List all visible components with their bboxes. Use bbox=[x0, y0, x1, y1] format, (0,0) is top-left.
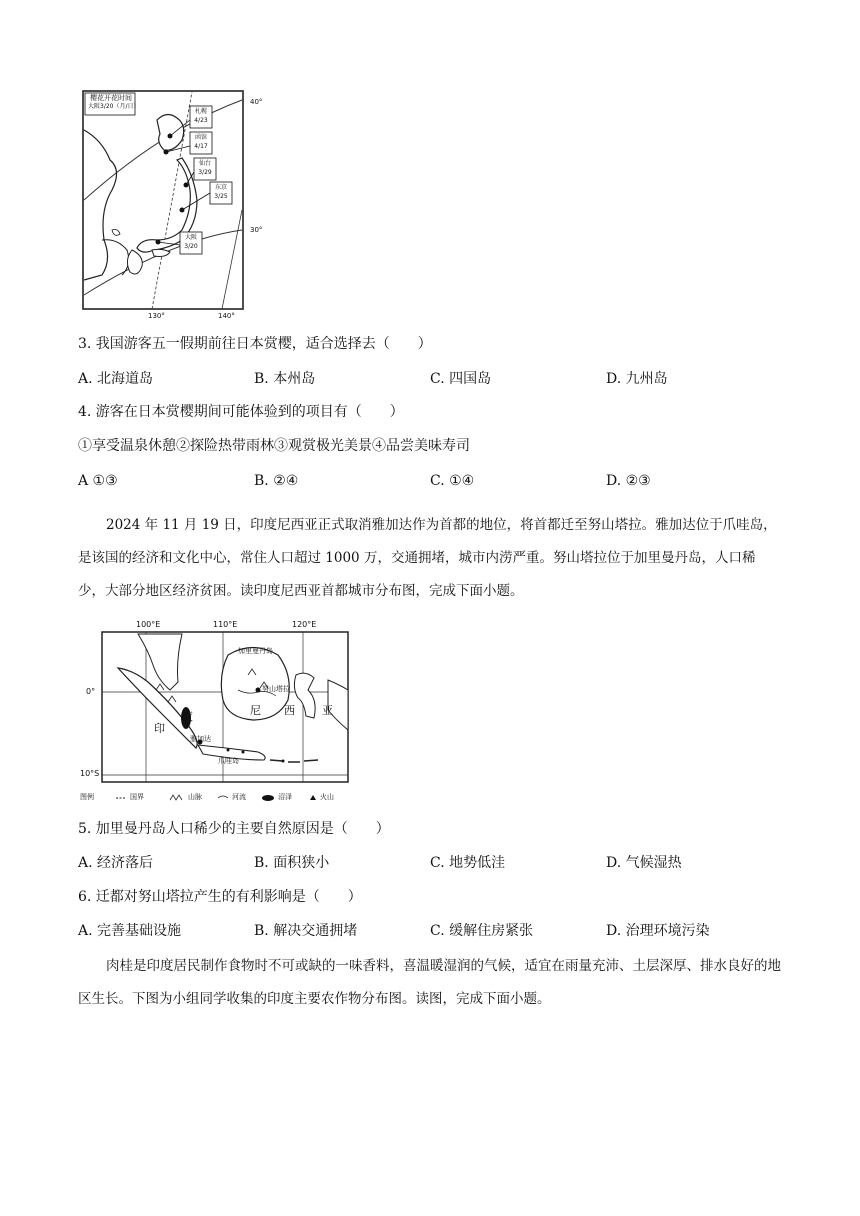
passage-cinnamon: 肉桂是印度居民制作食物时不可或缺的一味香料，喜温暖湿润的气候，适宜在雨量充沛、土层深厚、排水良好的地区生长。下图为小组同学收集的印度主要农作物分布图。读图，完成下面小题。 bbox=[78, 958, 781, 1007]
q5-option-b[interactable]: B. 面积狭小 bbox=[254, 855, 330, 871]
lat-10s-label: 10°S bbox=[80, 769, 100, 778]
lon-140-label: 140° bbox=[218, 312, 235, 320]
legend-mountain: 山脉 bbox=[188, 793, 202, 801]
legend-title: 图例 bbox=[80, 793, 94, 801]
legend-river: 河流 bbox=[232, 793, 246, 801]
lat-40-label: 40° bbox=[250, 98, 263, 106]
q3-option-c[interactable]: C. 四国岛 bbox=[430, 371, 492, 387]
lat-0-label: 0° bbox=[86, 687, 96, 696]
label-nusantara: 努山塔拉 bbox=[262, 685, 290, 693]
lat-30-label: 30° bbox=[250, 226, 263, 234]
japan-legend-line2: 大阪3/20（月/日） bbox=[88, 103, 140, 110]
q3-option-a[interactable]: A. 北海道岛 bbox=[78, 371, 154, 387]
q4-items: ①享受温泉休憩②探险热带雨林③观赏极光美景④品尝美味寿司 bbox=[78, 438, 470, 454]
legend-border: 国界 bbox=[130, 793, 144, 801]
q6-option-c[interactable]: C. 缓解住房紧张 bbox=[430, 923, 534, 939]
q5-option-d[interactable]: D. 气候湿热 bbox=[606, 855, 682, 871]
label-kalimantan: 加里曼丹岛 bbox=[238, 647, 273, 655]
city-sapporo: 札幌 4/23 bbox=[194, 108, 208, 124]
japan-legend-line1: 樱花开花时间 bbox=[90, 94, 132, 102]
q6-stem: 6. 迁都对努山塔拉产生的有利影响是（ ） bbox=[78, 889, 362, 905]
q4-option-a[interactable]: A ①③ bbox=[78, 473, 118, 489]
lon-100e-label: 100°E bbox=[136, 620, 161, 629]
label-jakarta: 雅加达 bbox=[190, 735, 211, 743]
country-char-4: 西 bbox=[284, 704, 295, 717]
indonesia-map-figure bbox=[78, 620, 354, 806]
q3-stem: 3. 我国游客五一假期前往日本赏樱，适合选择去（ ） bbox=[78, 336, 432, 352]
city-hakodate: 函馆 4/17 bbox=[194, 134, 208, 150]
japan-sakura-map bbox=[82, 90, 270, 320]
q6-option-b[interactable]: B. 解决交通拥堵 bbox=[254, 923, 358, 939]
q5-option-a[interactable]: A. 经济落后 bbox=[78, 855, 154, 871]
q4-option-b[interactable]: B. ②④ bbox=[254, 473, 299, 489]
q6-option-d[interactable]: D. 治理环境污染 bbox=[606, 923, 710, 939]
legend-swamp: 沼泽 bbox=[278, 793, 292, 801]
q4-option-c[interactable]: C. ①④ bbox=[430, 473, 475, 489]
lon-130-label: 130° bbox=[148, 312, 165, 320]
q4-option-d[interactable]: D. ②③ bbox=[606, 473, 651, 489]
country-char-5: 亚 bbox=[322, 704, 333, 717]
legend-volcano: 火山 bbox=[320, 793, 334, 801]
city-osaka: 大阪 3/20 bbox=[184, 234, 198, 250]
passage-indonesia-capital: 2024 年 11 月 19 日，印度尼西亚正式取消雅加达作为首都的地位，将首都迁至努山塔拉。雅加达位于爪哇岛，是该国的经济和文化中心，常住人口超过 1000 万，交通拥堵，城市内涝严重。努山塔拉位于加里曼丹岛，人口稀少，大部分地区经济贫困。读印度尼西亚首都城市分布图，完成下面小题。 bbox=[78, 517, 777, 599]
q4-stem: 4. 游客在日本赏樱期间可能体验到的项目有（ ） bbox=[78, 404, 404, 420]
lon-120e-label: 120°E bbox=[292, 620, 317, 629]
q6-option-a[interactable]: A. 完善基础设施 bbox=[78, 923, 182, 939]
label-java: 爪哇岛 bbox=[218, 757, 239, 765]
city-sendai: 仙台 3/29 bbox=[198, 160, 212, 176]
country-char-2: 度 bbox=[182, 710, 193, 723]
city-tokyo: 东京 3/25 bbox=[214, 184, 228, 200]
q3-option-d[interactable]: D. 九州岛 bbox=[606, 371, 668, 387]
japan-map-figure bbox=[82, 90, 270, 312]
q5-option-c[interactable]: C. 地势低洼 bbox=[430, 855, 506, 871]
country-char-3: 尼 bbox=[250, 704, 261, 717]
q5-stem: 5. 加里曼丹岛人口稀少的主要自然原因是（ ） bbox=[78, 821, 390, 837]
country-char-1: 印 bbox=[154, 722, 165, 735]
lon-110e-label: 110°E bbox=[213, 620, 238, 629]
indonesia-capital-map bbox=[78, 620, 354, 806]
q3-option-b[interactable]: B. 本州岛 bbox=[254, 371, 316, 387]
